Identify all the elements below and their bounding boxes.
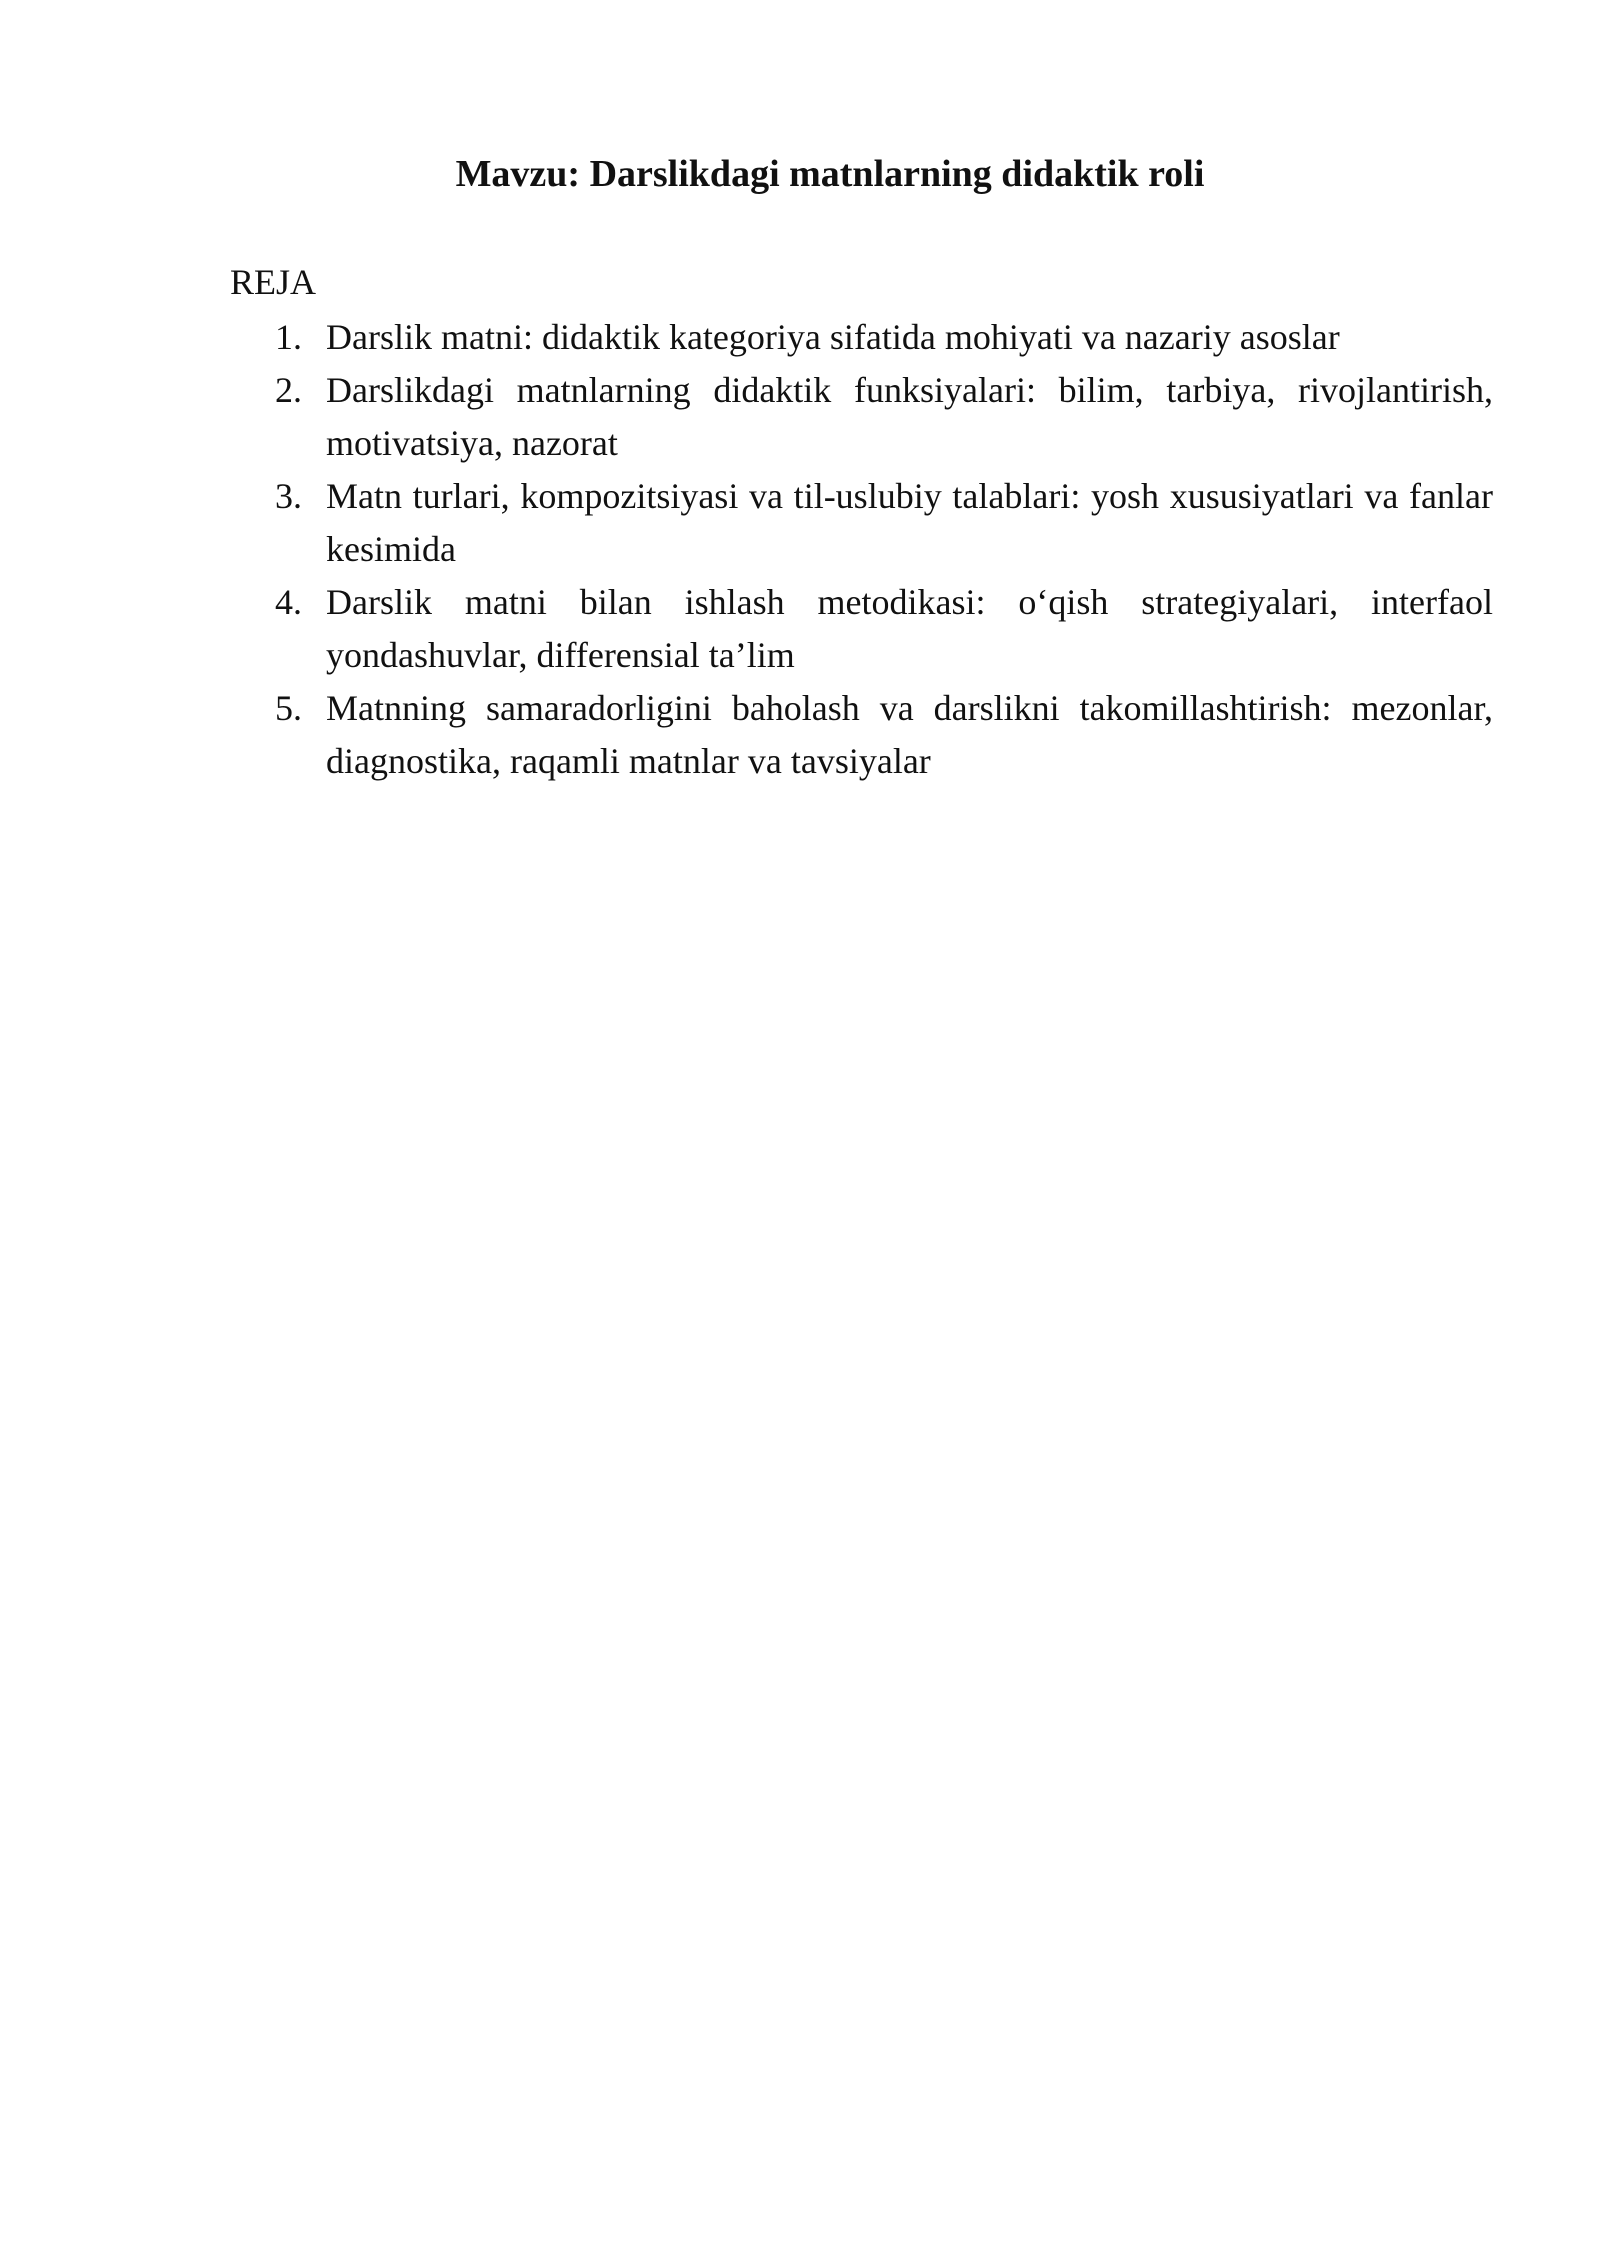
plan-item-number: 2. <box>275 370 302 410</box>
plan-item-number: 1. <box>275 317 302 357</box>
plan-heading: REJA <box>230 262 317 302</box>
plan-item-text: Matnning samaradorligini baholash va darslikni takomillashtirish: mezonlar, diagnostika, raqamli matnlar va tavsiyalar <box>326 688 1493 781</box>
plan-item-4 <box>275 576 1493 682</box>
plan-item-text: Darslik matni bilan ishlash metodikasi: o‘qish strategiyalari, interfaol yondashuvlar, differensial ta’lim <box>326 582 1493 675</box>
plan-item-5 <box>275 682 1493 788</box>
page-title: Mavzu: Darslikdagi matnlarning didaktik roli <box>455 153 1205 195</box>
plan-item-number: 3. <box>275 476 302 516</box>
plan-list <box>275 311 1493 788</box>
plan-item-number: 4. <box>275 582 302 622</box>
plan-item-text: Darslik matni: didaktik kategoriya sifatida mohiyati va nazariy asoslar <box>326 317 1340 357</box>
plan-item-number: 5. <box>275 688 302 728</box>
plan-item-3 <box>275 470 1493 576</box>
plan-item-text: Matn turlari, kompozitsiyasi va til-uslubiy talablari: yosh xususiyatlari va fanlar kesimida <box>326 476 1493 569</box>
plan-item-2 <box>275 364 1493 470</box>
plan-item-text: Darslikdagi matnlarning didaktik funksiyalari: bilim, tarbiya, rivojlantirish, motivatsiya, nazorat <box>326 370 1493 463</box>
plan-item-1 <box>275 311 1493 364</box>
